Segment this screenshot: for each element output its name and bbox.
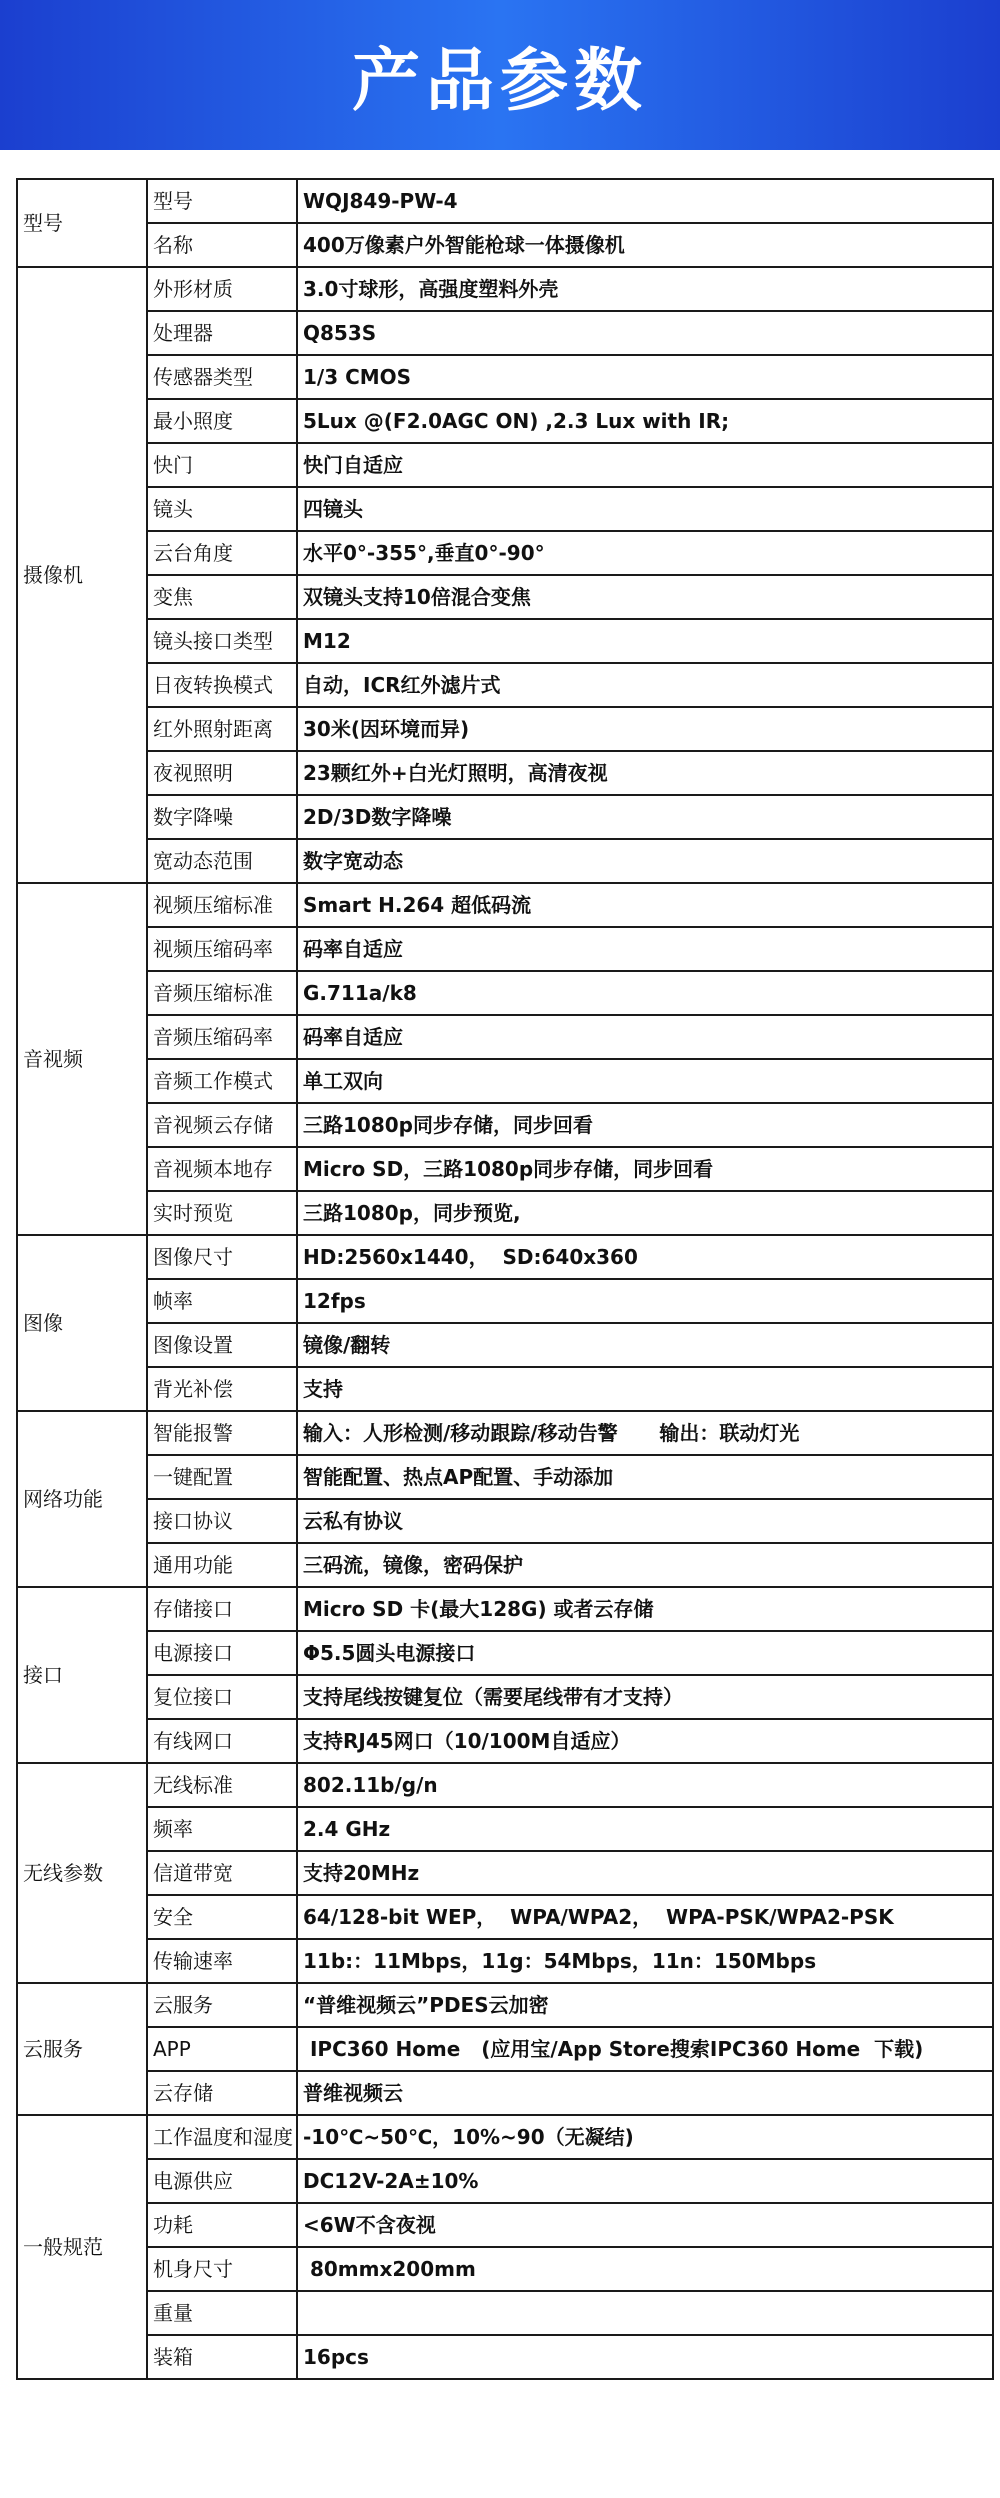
table-row (17, 1367, 993, 1411)
group-label: 音视频 (17, 883, 147, 1235)
param-value: -10℃~50℃，10%~90（无凝结) (297, 2115, 993, 2159)
param-value: Smart H.264 超低码流 (297, 883, 993, 927)
param-value: 支持尾线按键复位（需要尾线带有才支持） (297, 1675, 993, 1719)
param-value: 支持RJ45网口（10/100M自适应） (297, 1719, 993, 1763)
param-value: Micro SD，三路1080p同步存储，同步回看 (297, 1147, 993, 1191)
group-label: 无线参数 (17, 1763, 147, 1983)
param-label: 名称 (147, 223, 297, 267)
param-value: 64/128-bit WEP， WPA/WPA2， WPA-PSK/WPA2-PSK (297, 1895, 993, 1939)
param-value: 镜像/翻转 (297, 1323, 993, 1367)
param-label: 帧率 (147, 1279, 297, 1323)
param-value: 11b:：11Mbps，11g：54Mbps，11n：150Mbps (297, 1939, 993, 1983)
param-label: 图像设置 (147, 1323, 297, 1367)
param-value: WQJ849-PW-4 (297, 179, 993, 223)
param-value: 80mmx200mm (297, 2247, 993, 2291)
table-row (17, 1015, 993, 1059)
group-label: 云服务 (17, 1983, 147, 2115)
param-label: 图像尺寸 (147, 1235, 297, 1279)
param-label: 日夜转换模式 (147, 663, 297, 707)
table-row (17, 2027, 993, 2071)
param-value: Micro SD 卡(最大128G) 或者云存储 (297, 1587, 993, 1631)
param-value: M12 (297, 619, 993, 663)
table-row (17, 2291, 993, 2335)
table-row (17, 311, 993, 355)
param-value: 2D/3D数字降噪 (297, 795, 993, 839)
table-row (17, 751, 993, 795)
param-value: Φ5.5圆头电源接口 (297, 1631, 993, 1675)
param-value: DC12V-2A±10% (297, 2159, 993, 2203)
param-value: 2.4 GHz (297, 1807, 993, 1851)
param-label: 处理器 (147, 311, 297, 355)
table-row (17, 1983, 993, 2027)
table-row (17, 883, 993, 927)
table-row (17, 1411, 993, 1455)
param-value: 四镜头 (297, 487, 993, 531)
table-row (17, 575, 993, 619)
table-row (17, 927, 993, 971)
param-value: Q853S (297, 311, 993, 355)
param-label: 电源供应 (147, 2159, 297, 2203)
table-row (17, 707, 993, 751)
table-row (17, 179, 993, 223)
param-value (297, 2291, 993, 2335)
param-label: 装箱 (147, 2335, 297, 2379)
param-value: 单工双向 (297, 1059, 993, 1103)
table-row (17, 487, 993, 531)
param-label: 频率 (147, 1807, 297, 1851)
table-row (17, 2335, 993, 2379)
param-value: 3.0寸球形，高强度塑料外壳 (297, 267, 993, 311)
table-row (17, 531, 993, 575)
param-label: 变焦 (147, 575, 297, 619)
param-value: 30米(因环境而异) (297, 707, 993, 751)
param-value: 400万像素户外智能枪球一体摄像机 (297, 223, 993, 267)
table-row (17, 1587, 993, 1631)
table-row (17, 1455, 993, 1499)
table-row (17, 267, 993, 311)
param-label: 音频工作模式 (147, 1059, 297, 1103)
param-label: 通用功能 (147, 1543, 297, 1587)
param-value: 12fps (297, 1279, 993, 1323)
group-label: 摄像机 (17, 267, 147, 883)
table-row (17, 1543, 993, 1587)
group-label: 图像 (17, 1235, 147, 1411)
table-row (17, 1103, 993, 1147)
param-value: “普维视频云”PDES云加密 (297, 1983, 993, 2027)
param-label: 存储接口 (147, 1587, 297, 1631)
param-value: 双镜头支持10倍混合变焦 (297, 575, 993, 619)
table-row (17, 1059, 993, 1103)
param-label: 云服务 (147, 1983, 297, 2027)
param-label: 工作温度和湿度 (147, 2115, 297, 2159)
group-label: 一般规范 (17, 2115, 147, 2379)
param-label: 数字降噪 (147, 795, 297, 839)
param-value: 普维视频云 (297, 2071, 993, 2115)
param-value: HD:2560x1440， SD:640x360 (297, 1235, 993, 1279)
param-label: 音视频本地存 (147, 1147, 297, 1191)
param-label: 镜头 (147, 487, 297, 531)
table-row (17, 971, 993, 1015)
param-value: 数字宽动态 (297, 839, 993, 883)
param-label: 夜视照明 (147, 751, 297, 795)
param-label: 重量 (147, 2291, 297, 2335)
param-value: 快门自适应 (297, 443, 993, 487)
param-label: 信道带宽 (147, 1851, 297, 1895)
table-row (17, 1763, 993, 1807)
table-row (17, 1631, 993, 1675)
param-value: IPC360 Home (应用宝/App Store搜索IPC360 Home 下载) (297, 2027, 993, 2071)
param-value: 支持 (297, 1367, 993, 1411)
param-label: 最小照度 (147, 399, 297, 443)
spec-table (16, 178, 994, 2380)
param-label: 功耗 (147, 2203, 297, 2247)
param-value: 1/3 CMOS (297, 355, 993, 399)
table-row (17, 2115, 993, 2159)
table-row (17, 1499, 993, 1543)
table-row (17, 399, 993, 443)
table-row (17, 223, 993, 267)
header-banner (0, 0, 1000, 150)
table-row (17, 1895, 993, 1939)
param-label: 外形材质 (147, 267, 297, 311)
param-label: APP (147, 2027, 297, 2071)
table-row (17, 1675, 993, 1719)
param-value: 云私有协议 (297, 1499, 993, 1543)
table-row (17, 2071, 993, 2115)
param-label: 快门 (147, 443, 297, 487)
param-label: 红外照射距离 (147, 707, 297, 751)
table-row (17, 1939, 993, 1983)
param-label: 宽动态范围 (147, 839, 297, 883)
param-value: 5Lux @(F2.0AGC ON) ,2.3 Lux with IR; (297, 399, 993, 443)
param-value: 23颗红外+白光灯照明，高清夜视 (297, 751, 993, 795)
param-value: 码率自适应 (297, 927, 993, 971)
param-label: 镜头接口类型 (147, 619, 297, 663)
table-row (17, 2203, 993, 2247)
table-row (17, 1851, 993, 1895)
table-row (17, 795, 993, 839)
table-row (17, 1807, 993, 1851)
param-label: 电源接口 (147, 1631, 297, 1675)
table-row (17, 2247, 993, 2291)
table-row (17, 1191, 993, 1235)
param-value: 三码流，镜像，密码保护 (297, 1543, 993, 1587)
param-label: 背光补偿 (147, 1367, 297, 1411)
param-label: 一键配置 (147, 1455, 297, 1499)
table-row (17, 1147, 993, 1191)
param-label: 音视频云存储 (147, 1103, 297, 1147)
param-label: 视频压缩标准 (147, 883, 297, 927)
param-label: 智能报警 (147, 1411, 297, 1455)
param-label: 音频压缩标准 (147, 971, 297, 1015)
param-label: 云存储 (147, 2071, 297, 2115)
group-label: 网络功能 (17, 1411, 147, 1587)
param-value: 输入：人形检测/移动跟踪/移动告警 输出：联动灯光 (297, 1411, 993, 1455)
table-row (17, 355, 993, 399)
param-value: 三路1080p，同步预览, (297, 1191, 993, 1235)
param-label: 接口协议 (147, 1499, 297, 1543)
table-row (17, 443, 993, 487)
param-value: 支持20MHz (297, 1851, 993, 1895)
param-value: 码率自适应 (297, 1015, 993, 1059)
param-label: 传感器类型 (147, 355, 297, 399)
param-label: 复位接口 (147, 1675, 297, 1719)
page-title: 产品参数 (351, 41, 648, 121)
table-row (17, 1279, 993, 1323)
table-row (17, 663, 993, 707)
table-row (17, 1323, 993, 1367)
param-value: 水平0°-355°,垂直0°-90° (297, 531, 993, 575)
param-label: 音频压缩码率 (147, 1015, 297, 1059)
param-label: 传输速率 (147, 1939, 297, 1983)
table-row (17, 2159, 993, 2203)
param-value: 三路1080p同步存储，同步回看 (297, 1103, 993, 1147)
param-label: 机身尺寸 (147, 2247, 297, 2291)
group-label: 接口 (17, 1587, 147, 1763)
table-row (17, 1719, 993, 1763)
param-value: <6W不含夜视 (297, 2203, 993, 2247)
table-row (17, 1235, 993, 1279)
param-value: 802.11b/g/n (297, 1763, 993, 1807)
param-label: 实时预览 (147, 1191, 297, 1235)
group-label: 型号 (17, 179, 147, 267)
param-value: 自动，ICR红外滤片式 (297, 663, 993, 707)
param-value: 16pcs (297, 2335, 993, 2379)
param-label: 无线标准 (147, 1763, 297, 1807)
param-value: 智能配置、热点AP配置、手动添加 (297, 1455, 993, 1499)
param-label: 型号 (147, 179, 297, 223)
table-row (17, 619, 993, 663)
param-label: 云台角度 (147, 531, 297, 575)
param-label: 视频压缩码率 (147, 927, 297, 971)
table-row (17, 839, 993, 883)
param-label: 安全 (147, 1895, 297, 1939)
param-label: 有线网口 (147, 1719, 297, 1763)
param-value: G.711a/k8 (297, 971, 993, 1015)
